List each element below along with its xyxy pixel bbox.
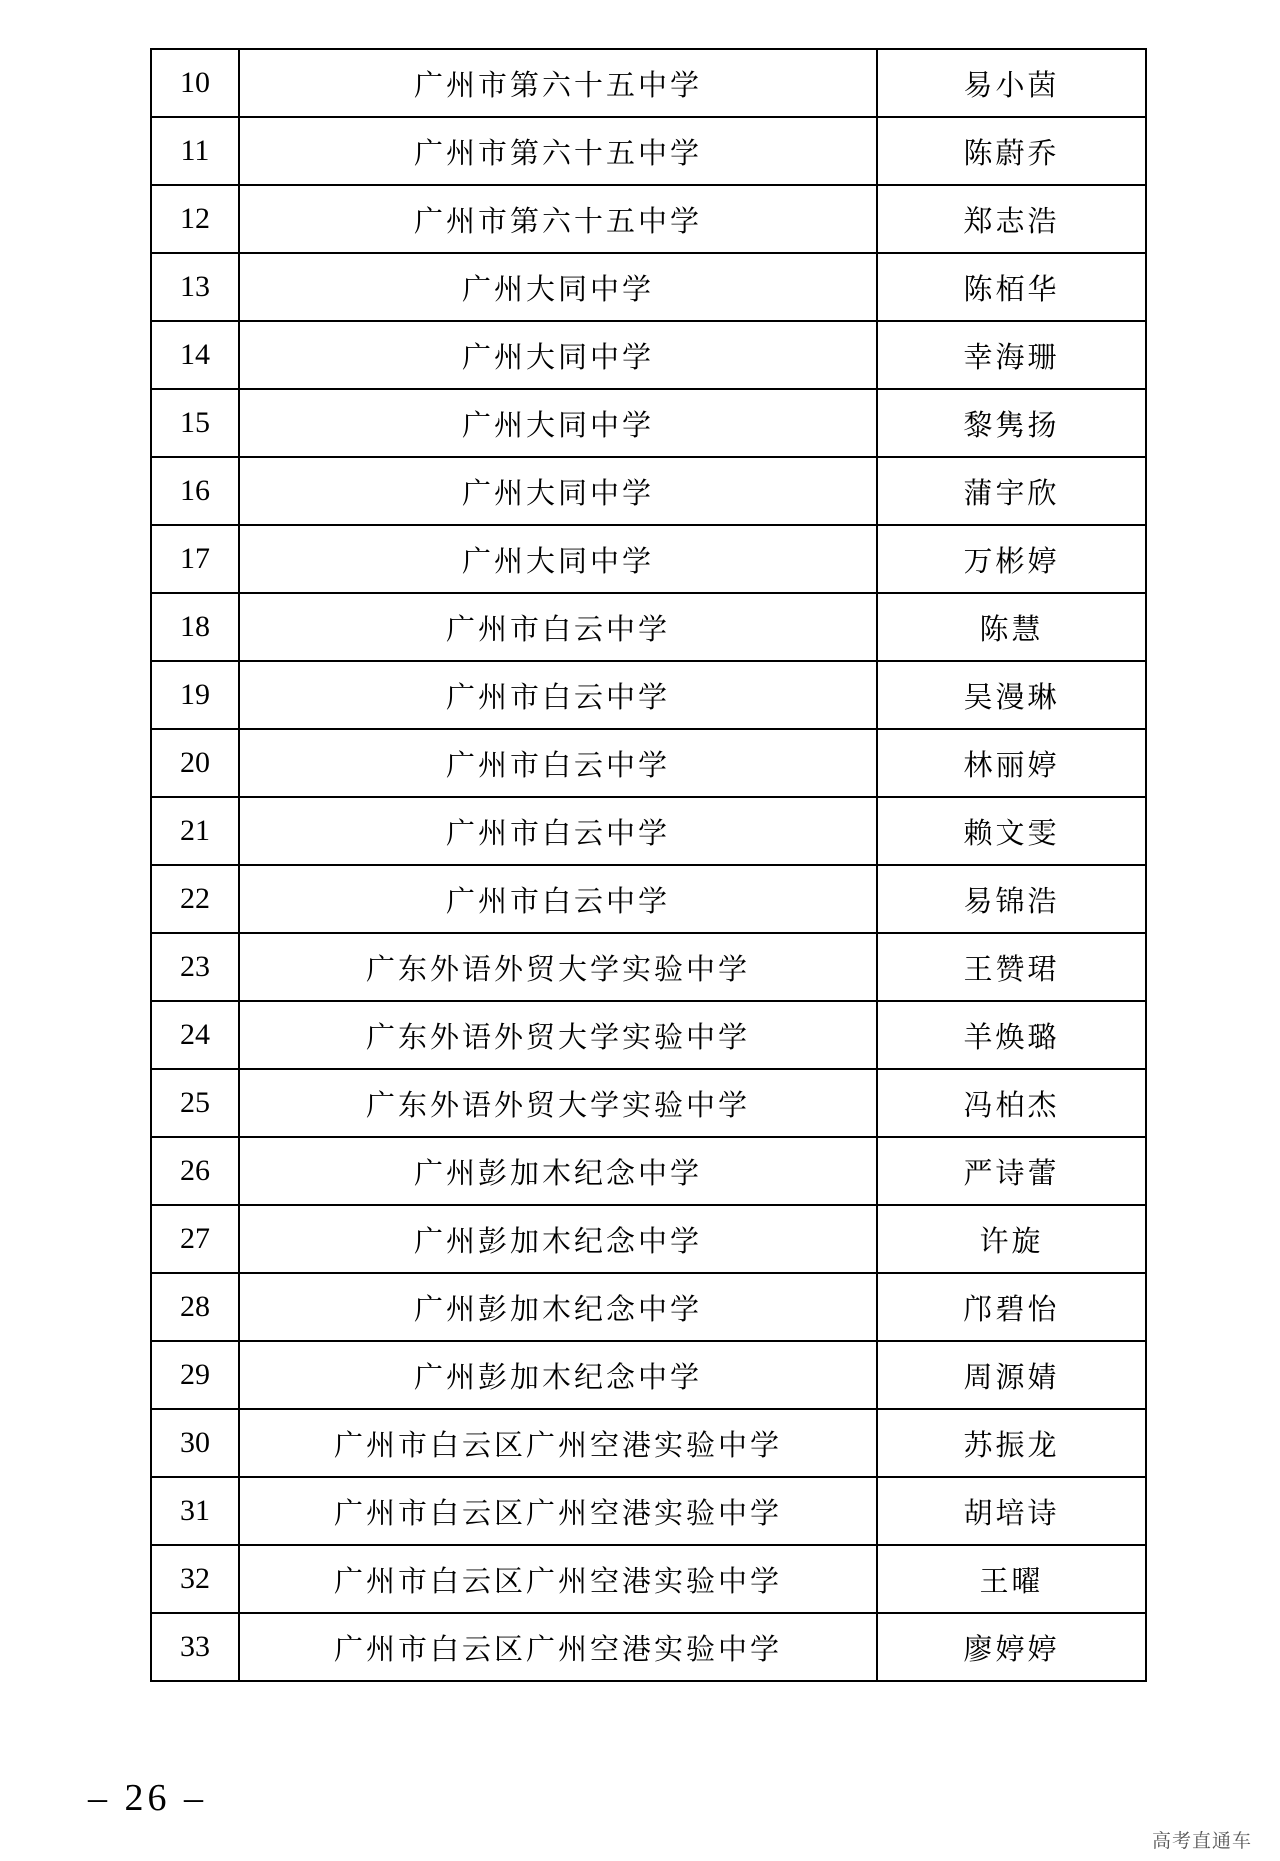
table-row <box>151 525 1146 593</box>
school-name: 广州大同中学 <box>239 389 877 457</box>
row-number: 20 <box>151 729 239 797</box>
row-number: 29 <box>151 1341 239 1409</box>
student-name: 冯柏杰 <box>877 1069 1146 1137</box>
school-name: 广州市第六十五中学 <box>239 185 877 253</box>
student-name: 陈蔚乔 <box>877 117 1146 185</box>
row-number: 27 <box>151 1205 239 1273</box>
student-name: 万彬婷 <box>877 525 1146 593</box>
school-name: 广州彭加木纪念中学 <box>239 1273 877 1341</box>
table-row <box>151 1069 1146 1137</box>
student-name: 羊焕璐 <box>877 1001 1146 1069</box>
page-number: – 26 – <box>88 1777 207 1819</box>
table-row <box>151 185 1146 253</box>
table-row <box>151 1205 1146 1273</box>
student-name: 胡培诗 <box>877 1477 1146 1545</box>
row-number: 14 <box>151 321 239 389</box>
school-name: 广州市白云中学 <box>239 661 877 729</box>
table-row <box>151 1137 1146 1205</box>
row-number: 16 <box>151 457 239 525</box>
student-name: 林丽婷 <box>877 729 1146 797</box>
student-name: 廖婷婷 <box>877 1613 1146 1681</box>
student-name: 王赞珺 <box>877 933 1146 1001</box>
student-name: 蒲宇欣 <box>877 457 1146 525</box>
row-number: 31 <box>151 1477 239 1545</box>
table-row <box>151 865 1146 933</box>
row-number: 23 <box>151 933 239 1001</box>
student-name: 郑志浩 <box>877 185 1146 253</box>
student-name: 陈栢华 <box>877 253 1146 321</box>
student-name: 王曜 <box>877 1545 1146 1613</box>
student-name: 周源婧 <box>877 1341 1146 1409</box>
student-name: 陈慧 <box>877 593 1146 661</box>
row-number: 15 <box>151 389 239 457</box>
school-name: 广州市白云区广州空港实验中学 <box>239 1409 877 1477</box>
table-row <box>151 1273 1146 1341</box>
school-name: 广州市白云区广州空港实验中学 <box>239 1477 877 1545</box>
student-name: 许旋 <box>877 1205 1146 1273</box>
school-name: 广东外语外贸大学实验中学 <box>239 1069 877 1137</box>
row-number: 26 <box>151 1137 239 1205</box>
row-number: 22 <box>151 865 239 933</box>
row-number: 21 <box>151 797 239 865</box>
school-name: 广州大同中学 <box>239 321 877 389</box>
school-name: 广州市第六十五中学 <box>239 49 877 117</box>
school-name: 广州市白云中学 <box>239 797 877 865</box>
student-name: 黎隽扬 <box>877 389 1146 457</box>
student-name: 严诗蕾 <box>877 1137 1146 1205</box>
row-number: 28 <box>151 1273 239 1341</box>
watermark-text: 高考直通车 <box>1151 1830 1252 1852</box>
row-number: 17 <box>151 525 239 593</box>
school-name: 广州彭加木纪念中学 <box>239 1137 877 1205</box>
student-name: 吴漫琳 <box>877 661 1146 729</box>
row-number: 11 <box>151 117 239 185</box>
table-row <box>151 593 1146 661</box>
school-name: 广州大同中学 <box>239 525 877 593</box>
school-name: 广州大同中学 <box>239 253 877 321</box>
row-number: 25 <box>151 1069 239 1137</box>
table-row <box>151 321 1146 389</box>
table-row <box>151 1341 1146 1409</box>
school-name: 广州市白云中学 <box>239 593 877 661</box>
school-name: 广州市白云中学 <box>239 729 877 797</box>
school-name: 广州市第六十五中学 <box>239 117 877 185</box>
student-name: 易小茵 <box>877 49 1146 117</box>
student-name: 邝碧怡 <box>877 1273 1146 1341</box>
row-number: 30 <box>151 1409 239 1477</box>
student-name: 易锦浩 <box>877 865 1146 933</box>
school-name: 广州市白云区广州空港实验中学 <box>239 1613 877 1681</box>
table-row <box>151 49 1146 117</box>
row-number: 12 <box>151 185 239 253</box>
table-row <box>151 253 1146 321</box>
table-row <box>151 1001 1146 1069</box>
table-row <box>151 1477 1146 1545</box>
school-name: 广州彭加木纪念中学 <box>239 1205 877 1273</box>
row-number: 13 <box>151 253 239 321</box>
table-row <box>151 1613 1146 1681</box>
roster-table-body <box>151 49 1146 1681</box>
school-name: 广州市白云区广州空港实验中学 <box>239 1545 877 1613</box>
school-name: 广州彭加木纪念中学 <box>239 1341 877 1409</box>
school-name: 广东外语外贸大学实验中学 <box>239 1001 877 1069</box>
table-row <box>151 797 1146 865</box>
row-number: 32 <box>151 1545 239 1613</box>
table-row <box>151 661 1146 729</box>
table-row <box>151 457 1146 525</box>
table-row <box>151 1545 1146 1613</box>
student-name: 赖文雯 <box>877 797 1146 865</box>
school-name: 广东外语外贸大学实验中学 <box>239 933 877 1001</box>
table-row <box>151 117 1146 185</box>
row-number: 24 <box>151 1001 239 1069</box>
school-name: 广州大同中学 <box>239 457 877 525</box>
student-name: 幸海珊 <box>877 321 1146 389</box>
school-name: 广州市白云中学 <box>239 865 877 933</box>
student-name: 苏振龙 <box>877 1409 1146 1477</box>
row-number: 18 <box>151 593 239 661</box>
table-row <box>151 389 1146 457</box>
table-row <box>151 933 1146 1001</box>
table-row <box>151 729 1146 797</box>
row-number: 33 <box>151 1613 239 1681</box>
student-roster-table <box>150 48 1147 1682</box>
table-row <box>151 1409 1146 1477</box>
row-number: 19 <box>151 661 239 729</box>
row-number: 10 <box>151 49 239 117</box>
